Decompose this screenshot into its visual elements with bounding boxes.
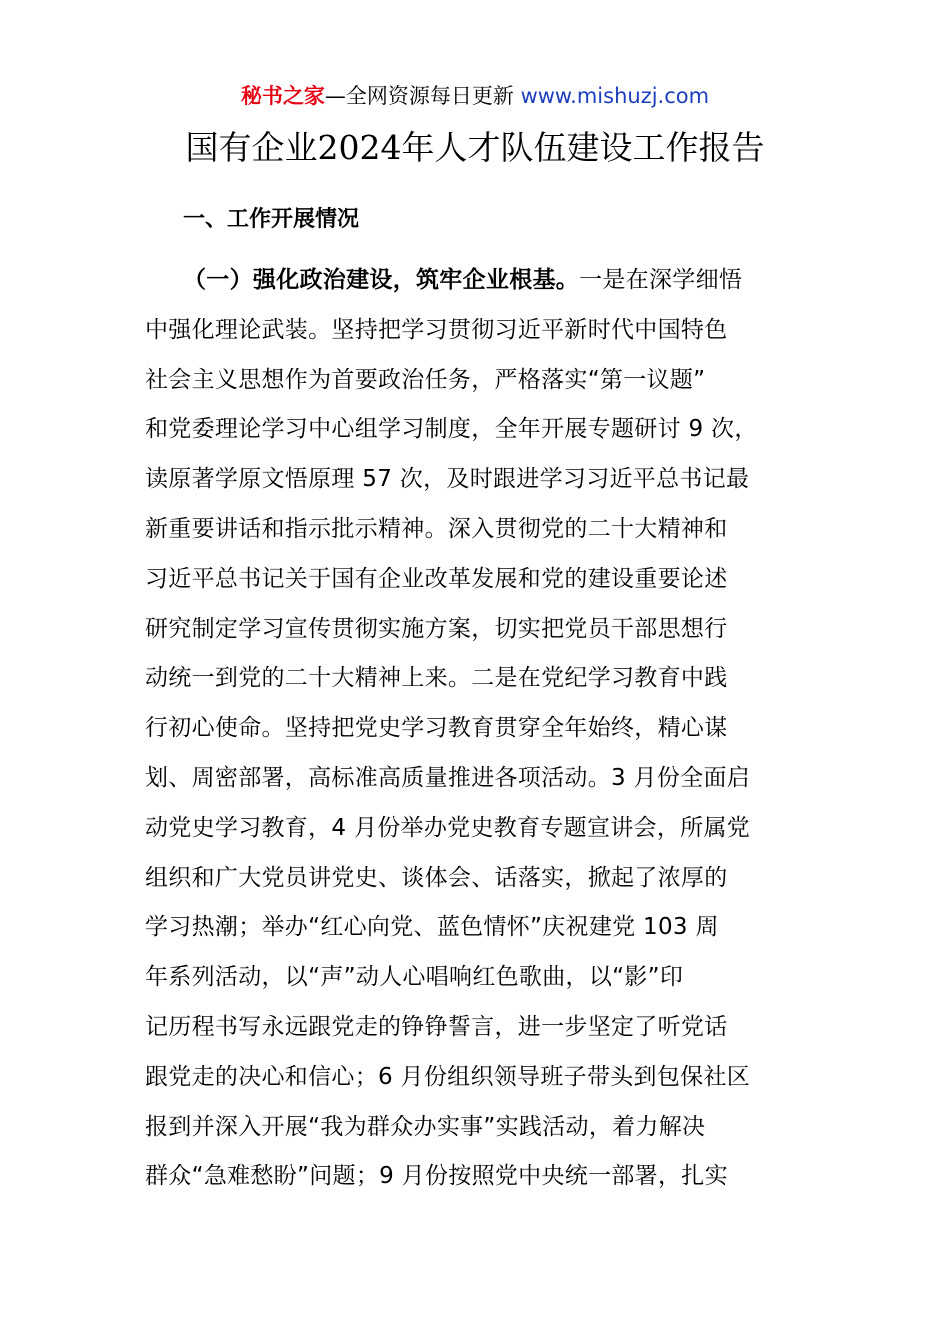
brand-name: 秘书之家: [240, 84, 325, 108]
paragraph-line: 跟党走的决心和信心；6 月份组织领导班子带头到包保社区: [145, 1063, 751, 1090]
paragraph-line: 年系列活动，以“声”动人心唱响红色歌曲，以“影”印: [145, 964, 684, 991]
subsection-heading: （一）强化政治建设，筑牢企业根基。: [183, 267, 580, 293]
paragraph-line: 划、周密部署，高标准高质量推进各项活动。3 月份全面启: [145, 764, 751, 791]
paragraph-line: 中强化理论武装。坚持把学习贯彻习近平新时代中国特色: [145, 316, 728, 343]
body-paragraph: [145, 256, 825, 1202]
section-heading: 一、工作开展情况: [183, 207, 360, 232]
paragraph-text: 一是在深学细悟: [579, 267, 743, 293]
header-tagline: —全网资源每日更新: [324, 84, 514, 108]
paragraph-line: 组织和广大党员讲党史、谈体会、话落实，掀起了浓厚的: [145, 864, 728, 891]
paragraph-line: 动党史学习教育，4 月份举办党史教育专题宣讲会，所属党: [145, 814, 751, 841]
site-url-link[interactable]: www.mishuzj.com: [520, 84, 710, 108]
paragraph-line: 动统一到党的二十大精神上来。二是在党纪学习教育中践: [145, 665, 728, 692]
site-header: [0, 80, 950, 112]
paragraph-line: 新重要讲话和指示批示精神。深入贯彻党的二十大精神和: [145, 515, 728, 542]
paragraph-line: 学习热潮；举办“红心向党、蓝色情怀”庆祝建党 103 周: [145, 914, 719, 941]
paragraph-line: 习近平总书记关于国有企业改革发展和党的建设重要论述: [145, 565, 728, 592]
paragraph-line: 读原著学原文悟原理 57 次，及时跟进学习习近平总书记最: [145, 466, 750, 493]
paragraph-line: [145, 256, 825, 306]
paragraph-line: 报到并深入开展“我为群众办实事”实践活动，着力解决: [145, 1113, 706, 1140]
paragraph-line: 社会主义思想作为首要政治任务，严格落实“第一议题”: [145, 366, 706, 393]
paragraph-line: 群众“急难愁盼”问题；9 月份按照党中央统一部署，扎实: [145, 1163, 728, 1190]
paragraph-line: 和党委理论学习中心组学习制度，全年开展专题研讨 9 次，: [145, 416, 758, 443]
document-title: 国有企业2024年人才队伍建设工作报告: [185, 128, 765, 167]
paragraph-line: 行初心使命。坚持把党史学习教育贯穿全年始终，精心谋: [145, 715, 728, 742]
paragraph-line: 研究制定学习宣传贯彻实施方案，切实把党员干部思想行: [145, 615, 728, 642]
paragraph-line: 记历程书写永远跟党走的铮铮誓言，进一步坚定了听党话: [145, 1013, 728, 1040]
